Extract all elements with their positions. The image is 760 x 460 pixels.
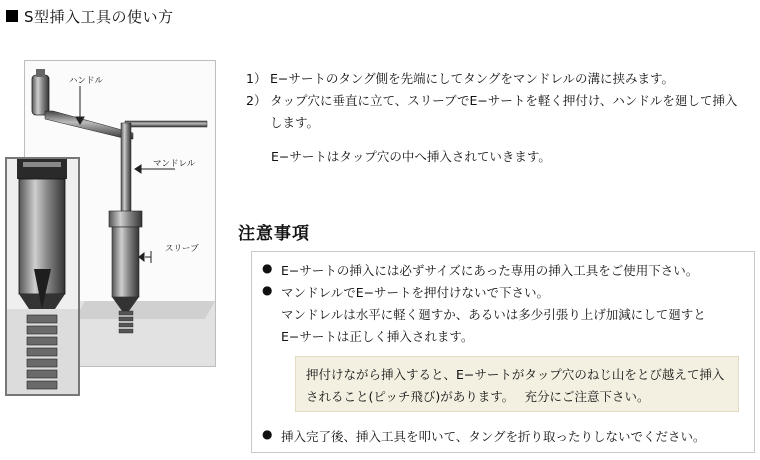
caution-continuation: E−サートは正しく挿入されます。: [281, 329, 474, 344]
step-text: E−サートのタング側を先端にしてタングをマンドレルの溝に挟みます。: [270, 71, 675, 86]
caution-item: [262, 283, 549, 301]
steps-list: [246, 68, 748, 134]
cautions-title: 注意事項: [238, 224, 310, 244]
warning-note: [295, 356, 739, 412]
step-number: 1）: [246, 71, 267, 86]
step-number: 2）: [246, 93, 267, 108]
warning-line: されること(ピッチ飛び)があります。 充分にご注意下さい。: [306, 389, 650, 404]
step-note: E−サートはタップ穴の中へ挿入されていきます。: [271, 149, 551, 164]
step-1: [246, 68, 748, 90]
step-text: タップ穴に垂直に立て、スリーブでE−サートを軽く押付け、ハンドルを廻して挿入します。: [270, 93, 738, 130]
closeup-inset: [5, 157, 80, 396]
warning-line: 押付けながら挿入すると、E−サートがタップ穴のねじ山をとび越えて挿入: [306, 367, 725, 382]
closeup-drawing: [7, 159, 78, 394]
bullet-icon: ●: [262, 283, 273, 297]
caution-text: E−サートの挿入には必ずサイズにあった専用の挿入工具をご使用下さい。: [281, 263, 699, 278]
cautions-box: [251, 251, 755, 453]
caution-text: 挿入完了後、挿入工具を叩いて、タングを折り取ったりしないでください。: [281, 429, 706, 444]
caution-item: [262, 261, 698, 279]
page-title: S型挿入工具の使い方: [24, 7, 174, 26]
caution-text: マンドレルでE−サートを押付けないで下さい。: [281, 285, 550, 300]
bullet-icon: ●: [262, 427, 273, 441]
step-2: [246, 90, 748, 134]
caution-continuation: マンドレルは水平に軽く廻すか、あるいは多少引張り上げ加減にして廻すと: [281, 307, 706, 322]
sleeve-label: スリーブ: [165, 244, 199, 254]
mandrel-label: マンドレル: [153, 159, 196, 169]
caution-item: [262, 427, 706, 445]
handle-label: ハンドル: [69, 76, 104, 86]
page-header: [6, 5, 174, 27]
bullet-icon: ●: [262, 261, 273, 275]
square-bullet-icon: [6, 10, 18, 22]
